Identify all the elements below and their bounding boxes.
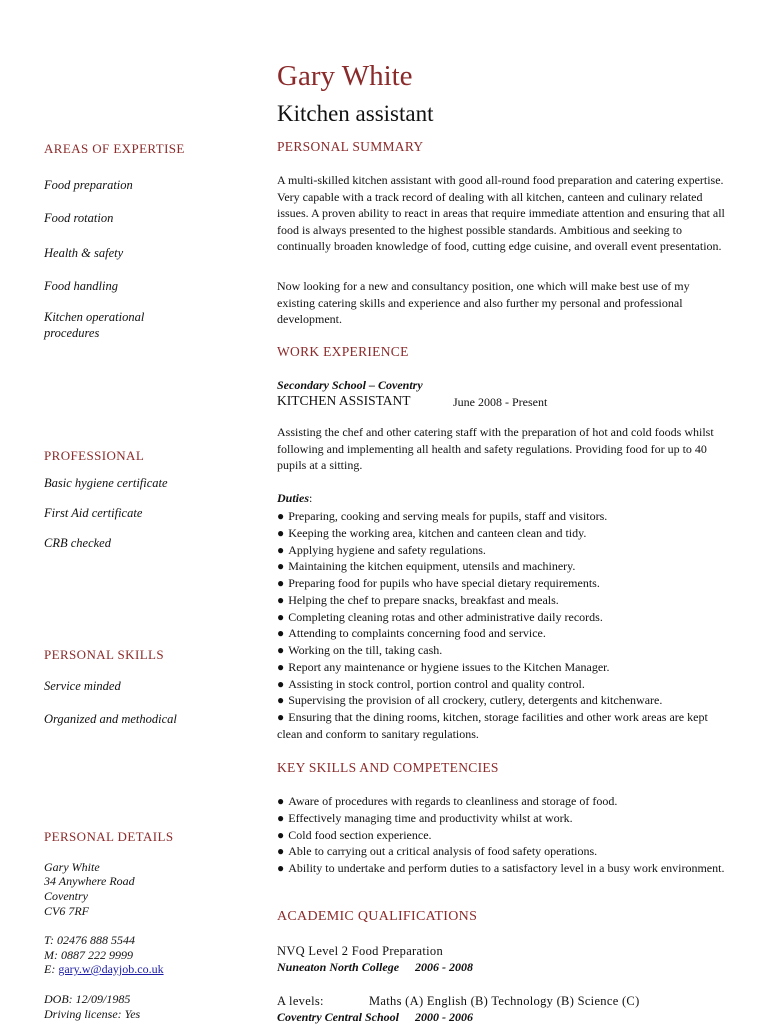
- professional-item: Basic hygiene certificate: [44, 476, 168, 490]
- list-item: [277, 692, 725, 709]
- duty-text: Attending to complaints concerning food and service.: [288, 626, 546, 641]
- a-levels-subjects: Maths (A) English (B) Technology (B) Science (C): [369, 994, 640, 1008]
- list-item: [277, 508, 725, 525]
- list-item: [277, 575, 725, 592]
- employer: Secondary School – Coventry: [277, 378, 423, 392]
- bullet-icon: ●: [277, 643, 285, 657]
- qualification-school: Nuneaton North College: [277, 960, 400, 974]
- list-item: [277, 827, 725, 844]
- bullet-icon: ●: [277, 710, 285, 724]
- duty-text: Completing cleaning rotas and other administrative daily records.: [288, 609, 603, 624]
- list-item: [277, 609, 725, 626]
- list-item: [277, 642, 725, 659]
- work-experience-heading: WORK EXPERIENCE: [277, 344, 409, 359]
- duty-text: Working on the till, taking cash.: [288, 643, 443, 657]
- qualification-dates: 2006 - 2008: [415, 960, 474, 974]
- bullet-icon: ●: [277, 626, 285, 641]
- job-title: KITCHEN ASSISTANT: [277, 393, 411, 408]
- bullet-icon: ●: [277, 609, 285, 624]
- expertise-heading: AREAS OF EXPERTISE: [44, 141, 185, 156]
- details-phone: T: 02476 888 5544: [44, 933, 136, 947]
- personal-details-heading: PERSONAL DETAILS: [44, 829, 174, 844]
- duty-text: Maintaining the kitchen equipment, utensils and machinery.: [288, 559, 576, 574]
- details-email-row: [44, 962, 164, 977]
- duty-text: Ensuring that the dining rooms, kitchen, storage facilities and other work areas are kept clean and conform to sanitary regulations.: [277, 710, 708, 741]
- bullet-icon: ●: [277, 794, 285, 808]
- bullet-icon: ●: [277, 827, 285, 842]
- bullet-icon: ●: [277, 525, 285, 540]
- bullet-icon: ●: [277, 576, 285, 590]
- a-levels-school-row: [277, 1010, 473, 1025]
- job-description: Assisting the chef and other catering staff with the preparation of hot and cold foods whilst following and implementing all health and safety regulations. Providing food for up to 40 pupils at a sitting.: [277, 425, 714, 473]
- expertise-item: Kitchen operational procedures: [44, 310, 145, 340]
- details-mobile: M: 0887 222 9999: [44, 948, 133, 962]
- expertise-item: Food preparation: [44, 178, 133, 192]
- email-link[interactable]: gary.w@dayjob.co.uk: [58, 962, 164, 976]
- key-skill-text: Effectively managing time and productivity whilst at work.: [288, 810, 573, 825]
- duties-colon: :: [309, 491, 313, 505]
- professional-item: CRB checked: [44, 536, 111, 550]
- key-skill-text: Ability to undertake and perform duties to a satisfactory level in a busy work environment.: [288, 861, 725, 875]
- expertise-item: Food rotation: [44, 211, 114, 225]
- list-item: [277, 625, 725, 642]
- candidate-name: Gary White: [277, 60, 413, 92]
- list-item: [277, 592, 725, 609]
- details-city: Coventry: [44, 889, 88, 903]
- list-item: [277, 793, 725, 810]
- duties-list: [277, 508, 725, 743]
- summary-paragraph: A multi-skilled kitchen assistant with good all-round food preparation and catering expertise. Very capable with a track record of dealing with all kitchen, canteen and culinary related issues. A proven ability to react in areas that require immediate attention and ensuring that all food is always presented to the highest possible standards. Ambitious and seeking to continually broaden knowledge of food, cutting edge cuisine, and overall event presentation.: [277, 173, 725, 254]
- expertise-item: Health & safety: [44, 246, 124, 260]
- duty-text: Keeping the working area, kitchen and canteen clean and tidy.: [288, 525, 587, 540]
- list-item: [277, 659, 725, 676]
- summary-paragraph: Now looking for a new and consultancy position, one which will make best use of my existing catering skills and experience and also further my personal and professional development.: [277, 279, 690, 327]
- a-levels-label: A levels:: [277, 994, 324, 1008]
- details-dob: DOB: 12/09/1985: [44, 992, 131, 1006]
- details-postcode: CV6 7RF: [44, 904, 89, 918]
- bullet-icon: ●: [277, 559, 285, 574]
- bullet-icon: ●: [277, 861, 285, 875]
- list-item: [277, 709, 725, 743]
- duties-label: Duties: [277, 491, 310, 505]
- bullet-icon: ●: [277, 592, 285, 607]
- candidate-role: Kitchen assistant: [277, 101, 434, 126]
- list-item: [277, 525, 725, 542]
- list-item: [277, 860, 725, 877]
- duty-text: Helping the chef to prepare snacks, breakfast and meals.: [288, 592, 559, 607]
- qualification-school-row: [277, 960, 473, 975]
- key-skill-text: Able to carrying out a critical analysis of food safety operations.: [288, 844, 598, 859]
- bullet-icon: ●: [277, 509, 285, 523]
- key-skill-text: Aware of procedures with regards to cleanliness and storage of food.: [288, 794, 618, 808]
- professional-heading: PROFESSIONAL: [44, 448, 145, 463]
- professional-item: First Aid certificate: [44, 506, 143, 520]
- bullet-icon: ●: [277, 693, 285, 708]
- list-item: [277, 676, 725, 693]
- duty-text: Applying hygiene and safety regulations.: [288, 542, 486, 557]
- job-dates: June 2008 - Present: [453, 395, 548, 409]
- key-skill-text: Cold food section experience.: [288, 827, 432, 842]
- personal-skill-item: Organized and methodical: [44, 712, 177, 726]
- list-item: [277, 542, 725, 559]
- a-levels-school: Coventry Central School: [277, 1010, 400, 1024]
- duty-text: Assisting in stock control, portion control and quality control.: [288, 676, 585, 691]
- expertise-item: Food handling: [44, 279, 118, 293]
- bullet-icon: ●: [277, 844, 285, 859]
- bullet-icon: ●: [277, 810, 285, 825]
- details-address: 34 Anywhere Road: [44, 874, 135, 888]
- duty-text: Supervising the provision of all crockery, cutlery, detergents and kitchenware.: [288, 693, 663, 708]
- key-skills-list: [277, 793, 725, 877]
- duties-label-row: [277, 491, 312, 506]
- bullet-icon: ●: [277, 659, 285, 674]
- qualification-title: NVQ Level 2 Food Preparation: [277, 944, 444, 958]
- academic-heading: ACADEMIC QUALIFICATIONS: [277, 909, 478, 924]
- details-name: Gary White: [44, 860, 100, 874]
- bullet-icon: ●: [277, 676, 285, 691]
- summary-heading: PERSONAL SUMMARY: [277, 139, 424, 154]
- list-item: [277, 558, 725, 575]
- list-item: [277, 843, 725, 860]
- personal-skill-item: Service minded: [44, 679, 121, 693]
- list-item: [277, 810, 725, 827]
- duty-text: Report any maintenance or hygiene issues to the Kitchen Manager.: [288, 659, 610, 674]
- a-levels-dates: 2000 - 2006: [415, 1010, 474, 1024]
- duty-text: Preparing food for pupils who have special dietary requirements.: [288, 576, 600, 590]
- details-license: Driving license: Yes: [44, 1007, 141, 1021]
- email-label: E:: [44, 962, 59, 976]
- bullet-icon: ●: [277, 542, 285, 557]
- duty-text: Preparing, cooking and serving meals for pupils, staff and visitors.: [288, 509, 608, 523]
- key-skills-heading: KEY SKILLS AND COMPETENCIES: [277, 760, 499, 775]
- personal-skills-heading: PERSONAL SKILLS: [44, 647, 165, 662]
